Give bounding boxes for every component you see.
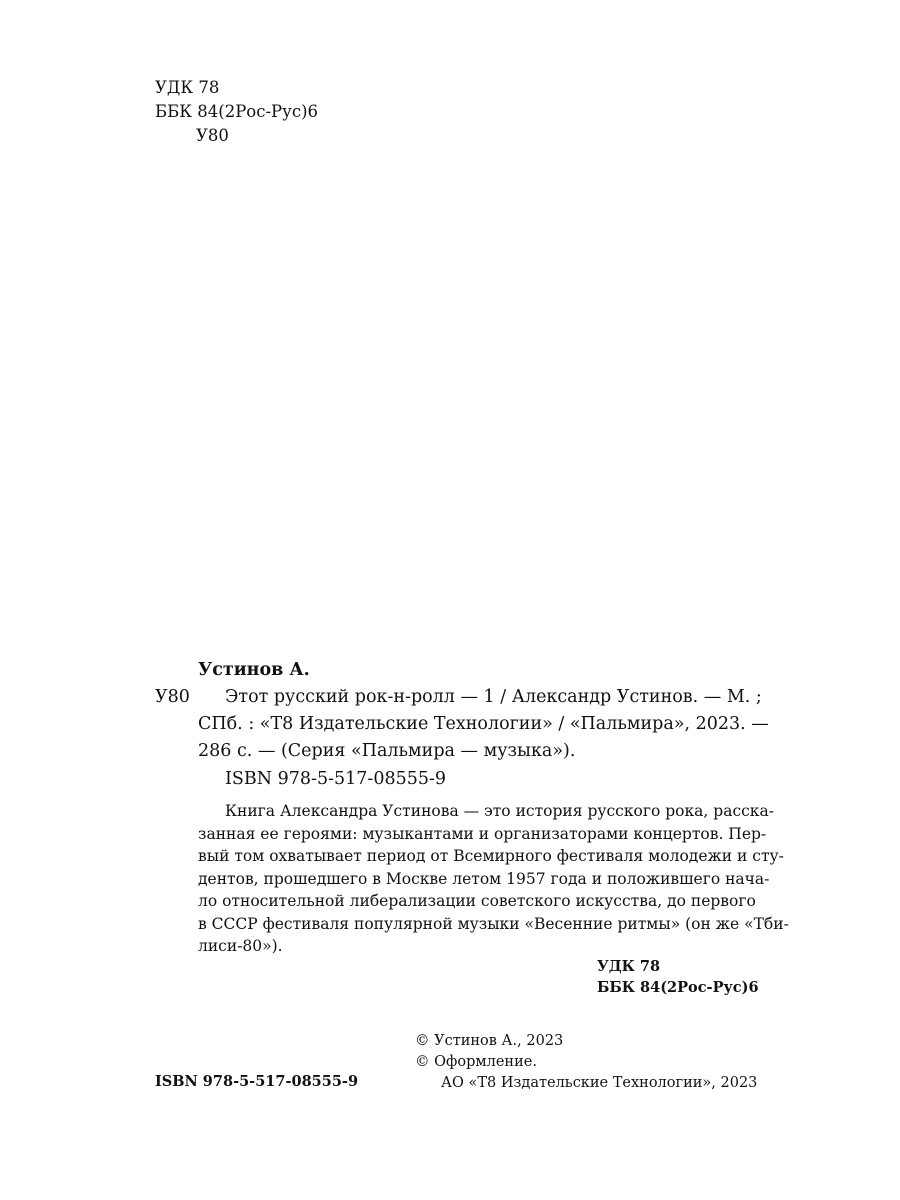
description-line: 286 с. — (Серия «Пальмира — музыка»). [198, 741, 576, 761]
publisher-copyright: АО «Т8 Издательские Технологии», 2023 [441, 1075, 758, 1091]
annotation-line: в СССР фестиваля популярной музыки «Весенние ритмы» (он же «Тби- [198, 914, 789, 933]
annotation-line: вый том охватывает период от Всемирного фестиваля молодежи и сту- [198, 847, 784, 865]
description-line: СПб. : «Т8 Издательские Технологии» / «Пальмира», 2023. — [198, 714, 769, 734]
annotation-line: лиси-80»). [198, 937, 283, 955]
bibliographic-description-cont [198, 711, 769, 765]
annotation-line: дентов, прошедшего в Москве летом 1957 года и положившего нача- [198, 869, 770, 888]
bibliographic-description [225, 684, 762, 711]
udk-code-right: УДК 78 [597, 958, 661, 975]
author-sign: У80 [155, 687, 190, 707]
annotation-line: ло относительной либерализации советского искусства, до первого [198, 892, 756, 910]
author-heading: Устинов А. [198, 660, 310, 680]
copyright-author: © Устинов А., 2023 [415, 1033, 564, 1049]
annotation [198, 800, 789, 958]
udk-code-top: УДК 78 [155, 78, 220, 97]
copyright-design: © Оформление. [415, 1054, 537, 1070]
bbk-code-right: ББК 84(2Рос-Рус)6 [597, 979, 759, 996]
bbk-code-top: ББК 84(2Рос-Рус)6 [155, 102, 319, 121]
isbn-footer: ISBN 978-5-517-08555-9 [155, 1073, 359, 1090]
description-line: Этот русский рок-н-ролл — 1 / Александр Устинов. — М. ; [225, 687, 762, 707]
annotation-line: занная ее героями: музыкантами и организаторами концертов. Пер- [198, 824, 767, 843]
isbn-entry: ISBN 978-5-517-08555-9 [225, 769, 447, 789]
author-sign-top: У80 [196, 126, 229, 145]
annotation-line: Книга Александра Устинова — это история русского рока, расска- [225, 802, 774, 820]
